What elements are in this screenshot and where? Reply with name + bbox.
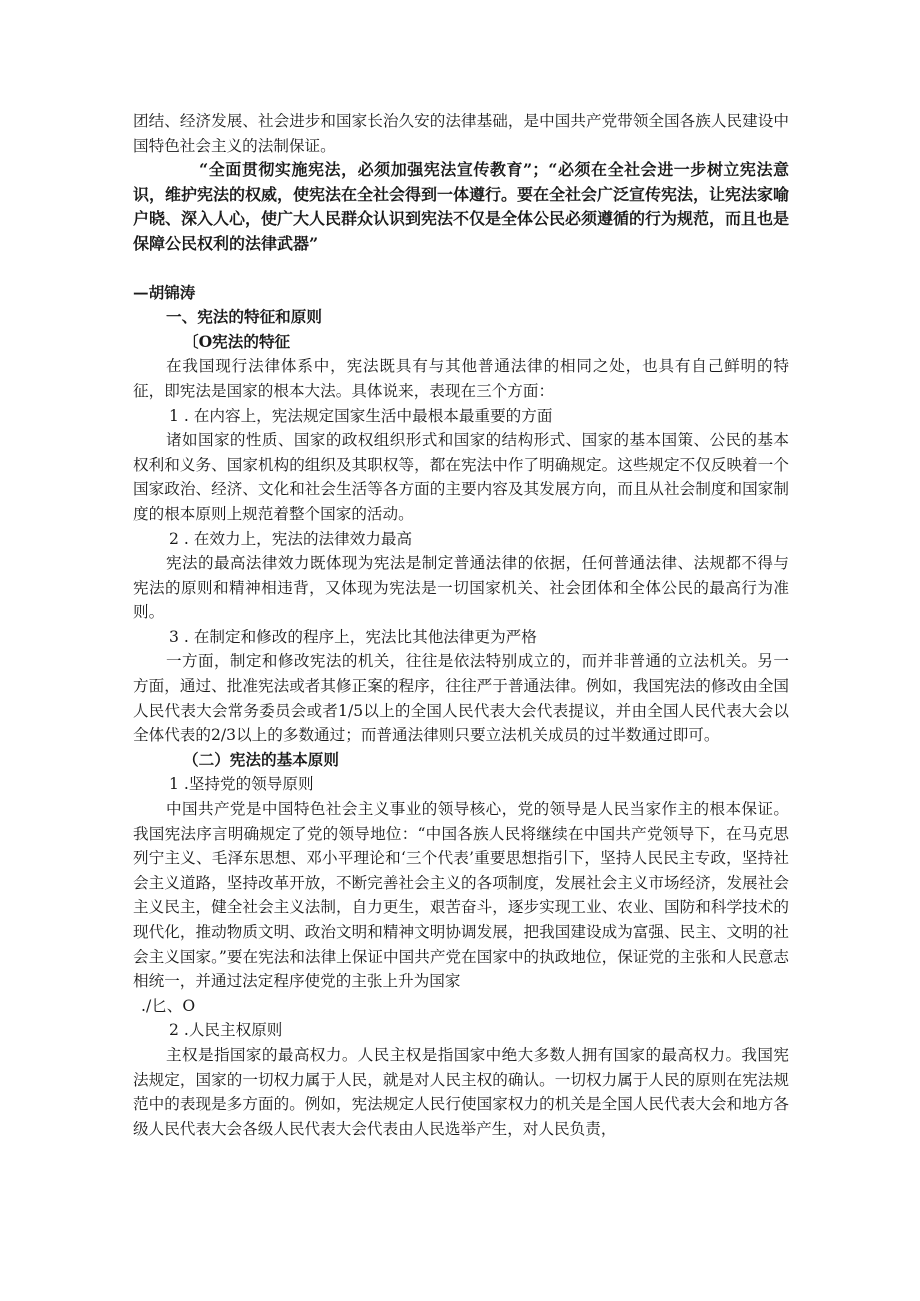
document-body [133, 109, 789, 1141]
intro-paragraph: 团结、经济发展、社会进步和国家长治久安的法律基础，是中国共产党带领全国各族人民建设中国特色社会主义的法制保证。 [133, 112, 789, 155]
stray-text: ./匕、O [141, 996, 196, 1015]
subsection-heading-features: 〔O宪法的特征 [183, 331, 291, 351]
subsection-heading-principles: （二）宪法的基本原则 [183, 749, 339, 769]
feature-item-1: 1 . 在内容上，宪法规定国家生活中最根本最重要的方面 [169, 406, 553, 425]
principle-item-1-paragraph: 中国共产党是中国特色社会主义事业的领导核心，党的领导是人民当家作主的根本保证。我国宪法序言明确规定了党的领导地位：“中国各族人民将继续在中国共产党领导下，在马克思列宁主义、毛泽东思想、邓小平理论和‘三个代表’重要思想指引下，坚持人民民主专政，坚持社会主义道路，坚持改革开放，不断完善社会主义的各项制度，发展社会主义市场经济，发展社会主义民主，健全社会主义法制，自力更生，艰苦奋斗，逐步实现工业、农业、国防和科学技术的现代化，推动物质文明、政治文明和精神文明协调发展，把我国建设成为富强、民主、文明的社会主义国家。”要在宪法和法律上保证中国共产党在国家中的执政地位，保证党的主张和人民意志相统一，并通过法定程序使党的主张上升为国家 [133, 800, 789, 991]
features-intro-paragraph: 在我国现行法律体系中，宪法既具有与其他普通法律的相同之处，也具有自己鲜明的特征，即宪法是国家的根本大法。具体说来，表现在三个方面： [133, 357, 789, 400]
principle-item-2: 2 .人民主权原则 [169, 1021, 283, 1040]
quote-attribution: —胡锦涛 [133, 282, 196, 302]
feature-item-2-paragraph: 宪法的最高法律效力既体现为宪法是制定普通法律的依据，任何普通法律、法规都不得与宪法的原则和精神相违背，又体现为宪法是一切国家机关、社会团体和全体公民的最高行为准则。 [133, 554, 789, 622]
feature-item-3: 3 . 在制定和修改的程序上，宪法比其他法律更为严格 [169, 627, 537, 646]
section-heading-1: 一、宪法的特征和原则 [166, 307, 322, 327]
principle-item-1: 1 .坚持党的领导原则 [169, 775, 314, 794]
quote-paragraph: “全面贯彻实施宪法，必须加强宪法宣传教育”；“必须在全社会进一步树立宪法意识，维护宪法的权威，使宪法在全社会得到一体遵行。要在全社会广泛宣传宪法，让宪法家喻户晓、深入人心，使广大人民群众认识到宪法不仅是全体公民必须遵循的行为规范，而且也是保障公民权利的法律武器” [133, 160, 790, 253]
feature-item-2: 2 . 在效力上，宪法的法律效力最高 [169, 529, 413, 548]
principle-item-2-paragraph: 主权是指国家的最高权力。人民主权是指国家中绝大多数人拥有国家的最高权力。我国宪法规定，国家的一切权力属于人民，就是对人民主权的确认。一切权力属于人民的原则在宪法规范中的表现是多方面的。例如，宪法规定人民行使国家权力的机关是全国人民代表大会和地方各级人民代表大会各级人民代表大会代表由人民选举产生，对人民负责， [133, 1045, 789, 1138]
feature-item-3-paragraph: 一方面，制定和修改宪法的机关，往往是依法特别成立的，而并非普通的立法机关。另一方面，通过、批准宪法或者其修正案的程序，往往严于普通法律。例如，我国宪法的修改由全国人民代表大会常务委员会或者1/5以上的全国人民代表大会代表提议，并由全国人民代表大会以全体代表的2/3以上的多数通过；而普通法律则只要立法机关成员的过半数通过即可。 [133, 652, 789, 745]
spacer [133, 257, 789, 281]
feature-item-1-paragraph: 诸如国家的性质、国家的政权组织形式和国家的结构形式、国家的基本国策、公民的基本权利和义务、国家机构的组织及其职权等，都在宪法中作了明确规定。这些规定不仅反映着一个国家政治、经济、文化和社会生活等各方面的主要内容及其发展方向，而且从社会制度和国家制度的根本原则上规范着整个国家的活动。 [133, 431, 789, 523]
